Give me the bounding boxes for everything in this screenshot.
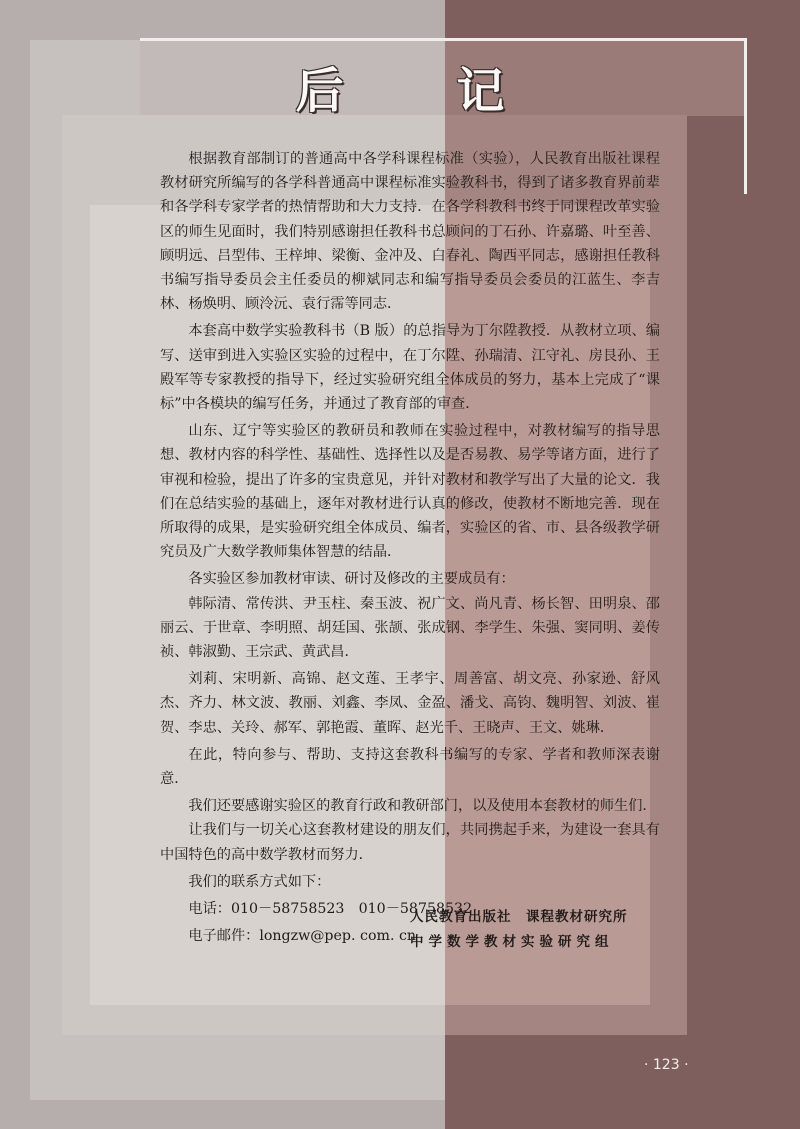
paragraph-members-list-1: 韩际清、常传洪、尹玉柱、秦玉波、祝广文、尚凡青、杨长智、田明泉、邵丽云、于世章、李明照、胡廷国、张颉、张成钢、李学生、朱强、窦同明、姜传祯、韩淑勤、王宗武、黄武昌． xyxy=(160,595,660,661)
paragraph-acknowledgment: 根据教育部制订的普通高中各学科课程标准（实验），人民教育出版社课程教材研究所编写的各学科普通高中课程标准实验教科书，得到了诸多教育界前辈和各学科专家学者的热情帮助和大力支持．在各学科教科书终于同课程改革实验区的师生见面时，我们特别感谢担任教科书总顾问的丁石孙、许嘉璐、叶至善、顾明远、吕型伟、王梓坤、梁衡、金冲及、白春礼、陶西平同志，感谢担任教科书编写指导委员会主任委员的柳斌同志和编写指导委员会委员的江蓝生、李吉林、杨焕明、顾泠沅、袁行霈等同志． xyxy=(160,151,660,313)
paragraph-experiment-zones: 山东、辽宁等实验区的教研员和教师在实验过程中，对教材编写的指导思想、教材内容的科学性、基础性、选择性以及是否易教、易学等诸方面，进行了审视和检验，提出了许多的宝贵意见，并针对教材和教学写出了大量的论文．我们在总结实验的基础上，逐年对教材进行认真的修改，使教材不断地完善．现在所取得的成果，是实验研究组全体成员、编者，实验区的省、市、县各级教学研究员及广大数学教师集体智慧的结晶． xyxy=(160,423,660,561)
contact-email: 电子邮件：longzw@pep. com. cn xyxy=(188,928,417,945)
paragraph-thanks-departments: 我们还要感谢实验区的教育行政和教研部门，以及使用本套教材的师生们． xyxy=(188,798,657,815)
contact-phone: 电话：010－58758523 010－58758532 xyxy=(188,901,473,918)
page-number: · 123 · xyxy=(644,1057,689,1073)
afterword-body xyxy=(160,147,660,949)
page-title: 后 记 xyxy=(295,63,553,119)
signature-publisher: 人民教育出版社 课程教材研究所 xyxy=(410,909,628,925)
paragraph-call-to-action: 让我们与一切关心这套教材建设的朋友们，共同携起手来，为建设一套具有中国特色的高中数学教材而努力． xyxy=(160,822,660,863)
signature-group: 中学数学教材实验研究组 xyxy=(410,934,614,950)
signature-block xyxy=(410,905,660,955)
paragraph-thanks-experts: 在此，特向参与、帮助、支持这套教科书编写的专家、学者和教师深表谢意． xyxy=(160,746,660,788)
paragraph-textbook-guidance: 本套高中数学实验教科书（B 版）的总指导为丁尔陞教授．从教材立项、编写、送审到进入实验区实验的过程中，在丁尔陞、孙瑞清、江守礼、房艮孙、王殿军等专家教授的指导下，经过实验研究组全体成员的努力，基本上完成了“课标”中各模块的编写任务，并通过了教育部的审查． xyxy=(160,323,660,413)
paragraph-members-list-2: 刘莉、宋明新、高锦、赵文莲、王孝宇、周善富、胡文亮、孙家逊、舒风杰、齐力、林文波、教丽、刘鑫、李凤、金盈、潘戈、高钧、魏明智、刘波、崔贺、李忠、关玲、郝军、郭艳霞、董晖、赵光千、王晓声、王文、姚琳． xyxy=(160,671,660,736)
paragraph-contact-intro: 我们的联系方式如下： xyxy=(188,873,331,890)
paragraph-members-intro: 各实验区参加教材审读、研讨及修改的主要成员有： xyxy=(188,571,515,588)
